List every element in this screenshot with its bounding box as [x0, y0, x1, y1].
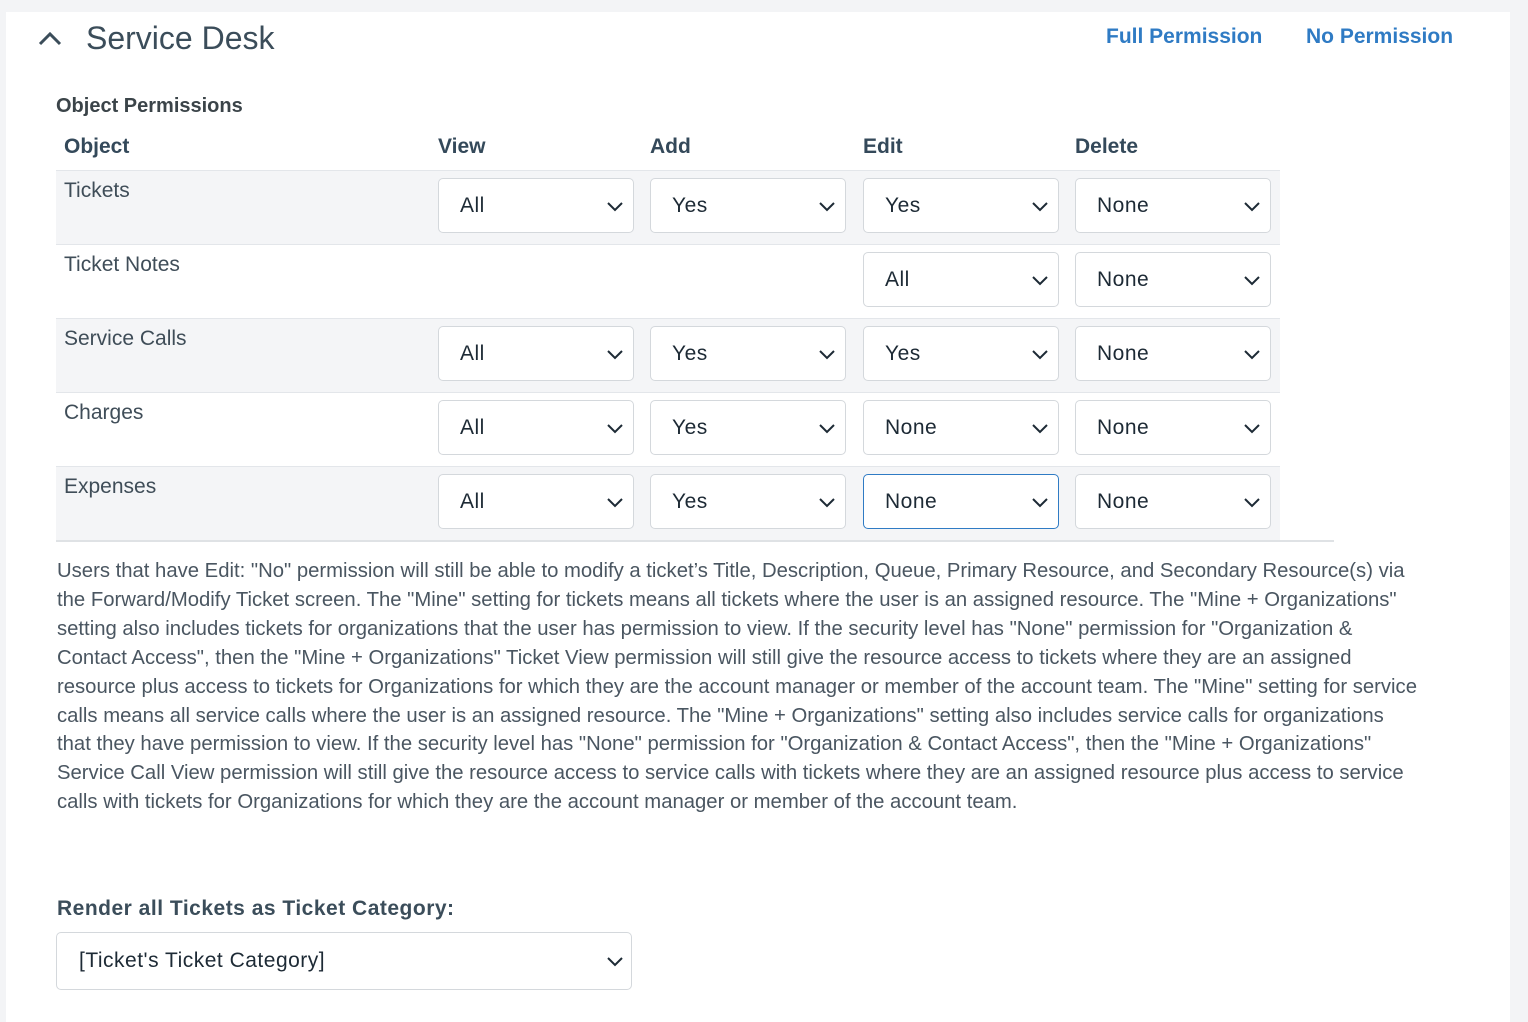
- column-view: View: [438, 135, 486, 158]
- view-permission-select[interactable]: [438, 178, 634, 233]
- permissions-note: Users that have Edit: "No" permission will still be able to modify a ticket’s Title, Description, Queue, Primary Resource, and Secondary Resource(s) via the Forward/Modify Ticket screen. The "Mine" setting for tickets means all tickets where the user is an assigned resource. The "Mine + Organizations" setting also includes tickets for organizations that the user has permission to view. If the security level has "None" permission for "Organization & Contact Access", then the "Mine + Organizations" Ticket View permission will still give the resource access to tickets where they are an assigned resource plus access to tickets for Organizations for which they are the account manager or member of the account team. The "Mine" setting for service calls means all service calls where the user is an assigned resource. The "Mine + Organizations" setting also includes service calls for organizations that they have permission to view. If the security level has "None" permission for "Organization & Contact Access", then the "Mine + Organizations" Service Call View permission will still give the resource access to service calls with tickets where they are an assigned resource plus access to service calls with tickets for Organizations for which they are the account manager or member of the account team.: [57, 560, 1417, 814]
- edit-permission-value: Yes: [885, 342, 921, 365]
- add-permission-value: Yes: [672, 194, 708, 217]
- chevron-down-icon: [1242, 492, 1262, 512]
- chevron-down-icon: [817, 492, 837, 512]
- full-permission-link[interactable]: Full Permission: [1106, 25, 1263, 48]
- ticket-category-value: [Ticket's Ticket Category]: [79, 949, 326, 972]
- delete-permission-value: None: [1097, 268, 1150, 291]
- chevron-down-icon: [1242, 196, 1262, 216]
- delete-permission-value: None: [1097, 416, 1150, 439]
- chevron-down-icon: [817, 344, 837, 364]
- edit-permission-select[interactable]: [863, 400, 1059, 455]
- chevron-down-icon: [605, 492, 625, 512]
- no-permission-link[interactable]: No Permission: [1306, 25, 1454, 48]
- chevron-down-icon: [1030, 418, 1050, 438]
- delete-permission-select[interactable]: [1075, 326, 1271, 381]
- chevron-down-icon: [605, 196, 625, 216]
- add-permission-select[interactable]: [650, 474, 846, 529]
- chevron-down-icon: [1030, 196, 1050, 216]
- ticket-category-select[interactable]: [56, 932, 632, 990]
- edit-permission-value: Yes: [885, 194, 921, 217]
- column-object: Object: [64, 135, 130, 158]
- table-row: [56, 466, 1280, 540]
- object-name: Ticket Notes: [64, 253, 180, 276]
- chevron-down-icon: [605, 418, 625, 438]
- column-delete: Delete: [1075, 135, 1139, 158]
- section-header: [36, 20, 275, 57]
- edit-permission-value: All: [885, 268, 910, 291]
- table-row: [56, 170, 1280, 244]
- view-permission-select[interactable]: [438, 400, 634, 455]
- chevron-down-icon: [817, 418, 837, 438]
- add-permission-select[interactable]: [650, 178, 846, 233]
- edit-permission-select[interactable]: [863, 252, 1059, 307]
- add-permission-select[interactable]: [650, 400, 846, 455]
- add-permission-value: Yes: [672, 342, 708, 365]
- collapse-chevron-up-icon[interactable]: [36, 25, 64, 53]
- edit-permission-value: None: [885, 416, 938, 439]
- chevron-down-icon: [1030, 270, 1050, 290]
- edit-permission-select[interactable]: [863, 326, 1059, 381]
- table-row: [56, 244, 1280, 318]
- delete-permission-select[interactable]: [1075, 400, 1271, 455]
- object-name: Expenses: [64, 475, 157, 498]
- edit-permission-select[interactable]: [863, 178, 1059, 233]
- view-permission-select[interactable]: [438, 474, 634, 529]
- object-name: Service Calls: [64, 327, 187, 350]
- table-header: [56, 132, 1334, 170]
- chevron-down-icon: [817, 196, 837, 216]
- object-name: Tickets: [64, 179, 130, 202]
- delete-permission-value: None: [1097, 490, 1150, 513]
- object-name: Charges: [64, 401, 144, 424]
- table-row: [56, 392, 1280, 466]
- chevron-down-icon: [1030, 344, 1050, 364]
- delete-permission-select[interactable]: [1075, 178, 1271, 233]
- section-title: Service Desk: [86, 20, 275, 56]
- delete-permission-select[interactable]: [1075, 252, 1271, 307]
- delete-permission-value: None: [1097, 342, 1150, 365]
- add-permission-select[interactable]: [650, 326, 846, 381]
- permissions-table: [56, 132, 1334, 542]
- view-permission-value: All: [460, 342, 485, 365]
- edit-permission-value: None: [885, 490, 938, 513]
- delete-permission-value: None: [1097, 194, 1150, 217]
- chevron-down-icon: [605, 951, 625, 971]
- chevron-down-icon: [1242, 344, 1262, 364]
- edit-permission-select[interactable]: [863, 474, 1059, 529]
- object-permissions-heading: Object Permissions: [56, 95, 243, 117]
- view-permission-value: All: [460, 194, 485, 217]
- add-permission-value: Yes: [672, 416, 708, 439]
- chevron-down-icon: [1030, 492, 1050, 512]
- chevron-down-icon: [605, 344, 625, 364]
- view-permission-value: All: [460, 416, 485, 439]
- service-desk-panel: [6, 12, 1510, 1022]
- column-edit: Edit: [863, 135, 903, 158]
- view-permission-select[interactable]: [438, 326, 634, 381]
- column-add: Add: [650, 135, 691, 158]
- add-permission-value: Yes: [672, 490, 708, 513]
- delete-permission-select[interactable]: [1075, 474, 1271, 529]
- table-bottom-divider: [56, 540, 1334, 542]
- view-permission-value: All: [460, 490, 485, 513]
- chevron-down-icon: [1242, 418, 1262, 438]
- chevron-down-icon: [1242, 270, 1262, 290]
- table-row: [56, 318, 1280, 392]
- render-tickets-label: Render all Tickets as Ticket Category:: [57, 897, 455, 920]
